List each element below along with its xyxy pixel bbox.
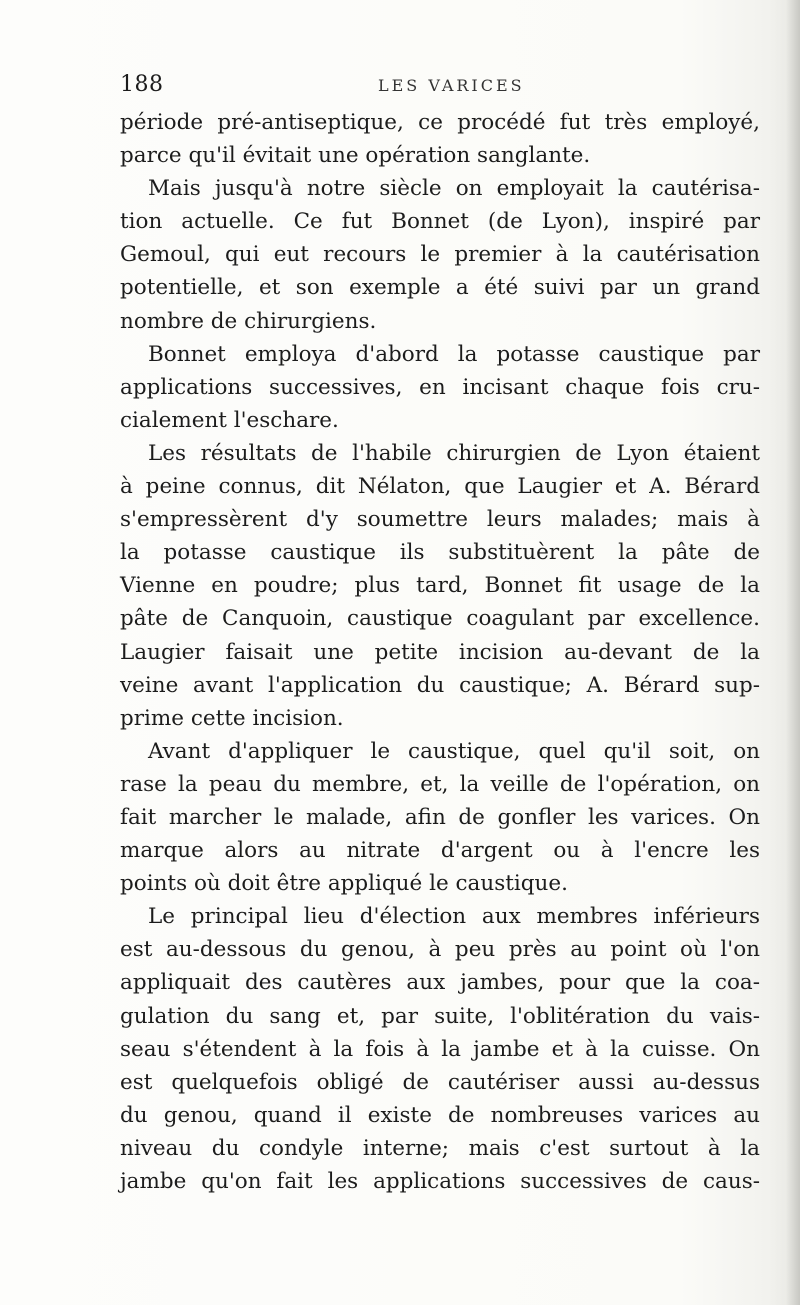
text-line: est quelquefois obligé de cautériser aussi au-dessus [120, 1069, 760, 1095]
text-line: prime cette incision. [120, 705, 344, 731]
body-text [120, 106, 760, 1198]
running-head: LES VARICES [378, 76, 525, 95]
text-line: s'empressèrent d'y soumettre leurs malades; mais à [120, 507, 760, 533]
text-line: seau s'étendent à la fois à la jambe et à la cuisse. On [120, 1036, 760, 1062]
text-line: points où doit être appliqué le caustique. [120, 871, 568, 897]
page-edge-shadow [786, 0, 800, 1305]
text-line: niveau du condyle interne; mais c'est surtout à la [120, 1135, 760, 1161]
text-line: la potasse caustique ils substituèrent la pâte de [120, 540, 760, 566]
text-line: période pré-antiseptique, ce procédé fut très employé, [120, 110, 760, 135]
text-line: nombre de chirurgiens. [120, 308, 377, 334]
text-line: rase la peau du membre, et, la veille de l'opération, on [120, 771, 760, 797]
text-line: tion actuelle. Ce fut Bonnet (de Lyon), inspiré par [120, 209, 760, 235]
text-line: Avant d'appliquer le caustique, quel qu'il soit, on [148, 738, 760, 764]
text-line: potentielle, et son exemple a été suivi par un grand [120, 275, 760, 301]
text-line: pâte de Canquoin, caustique coagulant par excellence. [120, 606, 760, 632]
text-line: Le principal lieu d'élection aux membres inférieurs [148, 904, 760, 930]
page-number: 188 [120, 72, 164, 97]
text-line: Les résultats de l'habile chirurgien de Lyon étaient [148, 440, 760, 466]
text-line: est au-dessous du genou, à peu près au point où l'on [120, 937, 760, 963]
text-line: cialement l'eschare. [120, 407, 339, 433]
text-line: Mais jusqu'à notre siècle on employait la cautérisa- [148, 176, 760, 202]
text-line: Gemoul, qui eut recours le premier à la cautérisation [120, 242, 760, 268]
text-line: à peine connus, dit Nélaton, que Laugier et A. Bérard [120, 474, 760, 500]
text-line: marque alors au nitrate d'argent ou à l'encre les [120, 838, 760, 864]
text-line: Laugier faisait une petite incision au-devant de la [120, 639, 760, 665]
text-line: parce qu'il évitait une opération sanglante. [120, 143, 591, 169]
text-line: veine avant l'application du caustique; A. Bérard sup- [120, 672, 760, 698]
text-line: jambe qu'on fait les applications successives de caus- [120, 1169, 760, 1194]
text-line: Vienne en poudre; plus tard, Bonnet fit usage de la [120, 573, 760, 599]
text-line: fait marcher le malade, afin de gonfler les varices. On [120, 804, 760, 830]
text-line: appliquait des cautères aux jambes, pour que la coa- [120, 970, 760, 996]
text-line: du genou, quand il existe de nombreuses varices au [120, 1102, 760, 1128]
text-line: applications successives, en incisant chaque fois cru- [120, 374, 760, 400]
page-header [120, 72, 760, 102]
text-line: Bonnet employa d'abord la potasse caustique par [148, 341, 760, 367]
text-line: gulation du sang et, par suite, l'oblitération du vais- [120, 1003, 760, 1029]
